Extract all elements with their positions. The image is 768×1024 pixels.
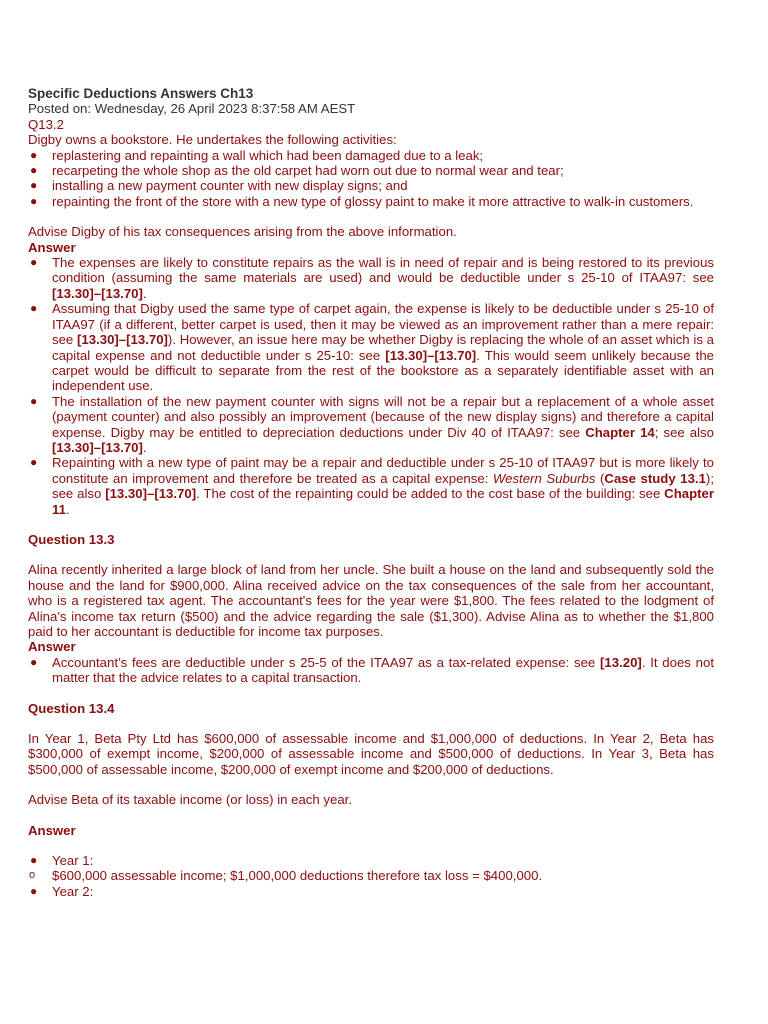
list-item: ● repainting the front of the store with a new type of glossy paint to make it more attractive to walk-in customers. xyxy=(30,193,694,209)
list-item: ● The expenses are likely to constitute repairs as the wall is in need of repair and is being restored to its previous condition (assuming the same materials are used) and would be deductible under s 25-10 of ITAA97: see [13.30]–[13.70]. xyxy=(30,255,714,301)
page-title: Specific Deductions Answers Ch13 xyxy=(28,86,254,101)
bullet-icon: ● xyxy=(30,193,38,208)
list-item: ● replastering and repainting a wall which had been damaged due to a leak; xyxy=(30,147,484,163)
q132-advise: Advise Digby of his tax consequences arising from the above information. xyxy=(28,224,457,240)
bullet-icon: ● xyxy=(30,301,38,316)
bullet-icon: ● xyxy=(30,147,38,162)
q134-answer-list xyxy=(28,853,714,899)
bullet-icon: ● xyxy=(30,178,38,193)
q132-answer-heading: Answer xyxy=(28,239,76,255)
circle-bullet-icon: o xyxy=(29,869,36,882)
bullet-icon: ● xyxy=(30,455,38,470)
posted-date: Posted on: Wednesday, 26 April 2023 8:37:58 AM AEST xyxy=(28,101,356,117)
q132-intro: Digby owns a bookstore. He undertakes the following activities: xyxy=(28,132,397,148)
question-label: Q13.2 xyxy=(28,116,64,132)
q134-advise: Advise Beta of its taxable income (or loss) in each year. xyxy=(28,792,352,808)
list-item: ● Year 1: xyxy=(30,853,94,869)
q132-answer-list xyxy=(28,255,714,517)
list-item: o $600,000 assessable income; $1,000,000 deductions therefore tax loss = $400,000. xyxy=(29,868,543,884)
q133-body: Alina recently inherited a large block of land from her uncle. She built a house on the land and subsequently sold the house and the land for $900,000. Alina received advice on the tax consequences of the sale from her accountant, who is a registered tax agent. The accountant's fees for the year were $1,800. The fees related to the lodgment of Alina's income tax return ($500) and the advice regarding the sale ($1,300). Advise Alina as to whether the $1,800 paid to her accountant is deductible for income tax purposes. xyxy=(28,562,714,639)
list-item: ● installing a new payment counter with new display signs; and xyxy=(30,178,408,194)
document-page xyxy=(28,86,714,899)
bullet-icon: ● xyxy=(30,255,38,270)
bullet-icon: ● xyxy=(30,853,38,868)
q134-heading: Question 13.4 xyxy=(28,700,115,716)
list-item: ● Year 2: xyxy=(30,883,94,899)
q133-answer-list xyxy=(28,655,714,686)
list-item: ● Assuming that Digby used the same type of carpet again, the expense is likely to be deductible under s 25-10 of ITAA97 (if a different, better carpet is used, then it may be viewed as an improvement rather than a mere repair: see [13.30]–[13.70]). However, an issue here may be whether Digby is replacing the whole of an asset which is a capital expense and not deductible under s 25-10: see [13.30]–[13.70]. This would seem unlikely because the carpet would be difficult to separate from the rest of the bookstore as a separately identifiable asset with an independent use. xyxy=(30,301,715,394)
q134-answer-heading: Answer xyxy=(28,822,76,838)
bullet-icon: ● xyxy=(30,163,38,178)
q132-activities-list xyxy=(28,148,714,210)
bullet-icon: ● xyxy=(30,883,38,898)
q133-heading: Question 13.3 xyxy=(28,531,115,547)
bullet-icon: ● xyxy=(30,654,38,669)
list-item: ● recarpeting the whole shop as the old carpet had worn out due to normal wear and tear; xyxy=(30,163,564,179)
list-item: ● The installation of the new payment counter with signs will not be a repair but a replacement of a whole asset (payment counter) and also possibly an improvement (because of the new display signs) and therefore a capital expense. Digby may be entitled to depreciation deductions under Div 40 of ITAA97: see Chapter 14; see also [13.30]–[13.70]. xyxy=(30,393,714,455)
list-item: ● Repainting with a new type of paint may be a repair and deductible under s 25-10 of ITAA97 but is more likely to constitute an improvement and therefore be treated as a capital expense: Western Suburbs (Case study 13.1); see also [13.30]–[13.70]. The cost of the repainting could be added to the cost base of the building: see Chapter 11. xyxy=(30,455,714,517)
list-item: ● Accountant’s fees are deductible under s 25-5 of the ITAA97 as a tax-related expense: see [13.20]. It does not matter that the advice relates to a capital transaction. xyxy=(30,654,714,686)
bullet-icon: ● xyxy=(30,393,38,408)
q133-answer-heading: Answer xyxy=(28,639,76,655)
q134-body: In Year 1, Beta Pty Ltd has $600,000 of assessable income and $1,000,000 of deductions. In Year 2, Beta has $300,000 of exempt income, $200,000 of assessable income and $500,000 of deductions. In Year 3, Beta has $500,000 of assessable income, $200,000 of exempt income and $200,000 of deductions. xyxy=(28,731,714,777)
